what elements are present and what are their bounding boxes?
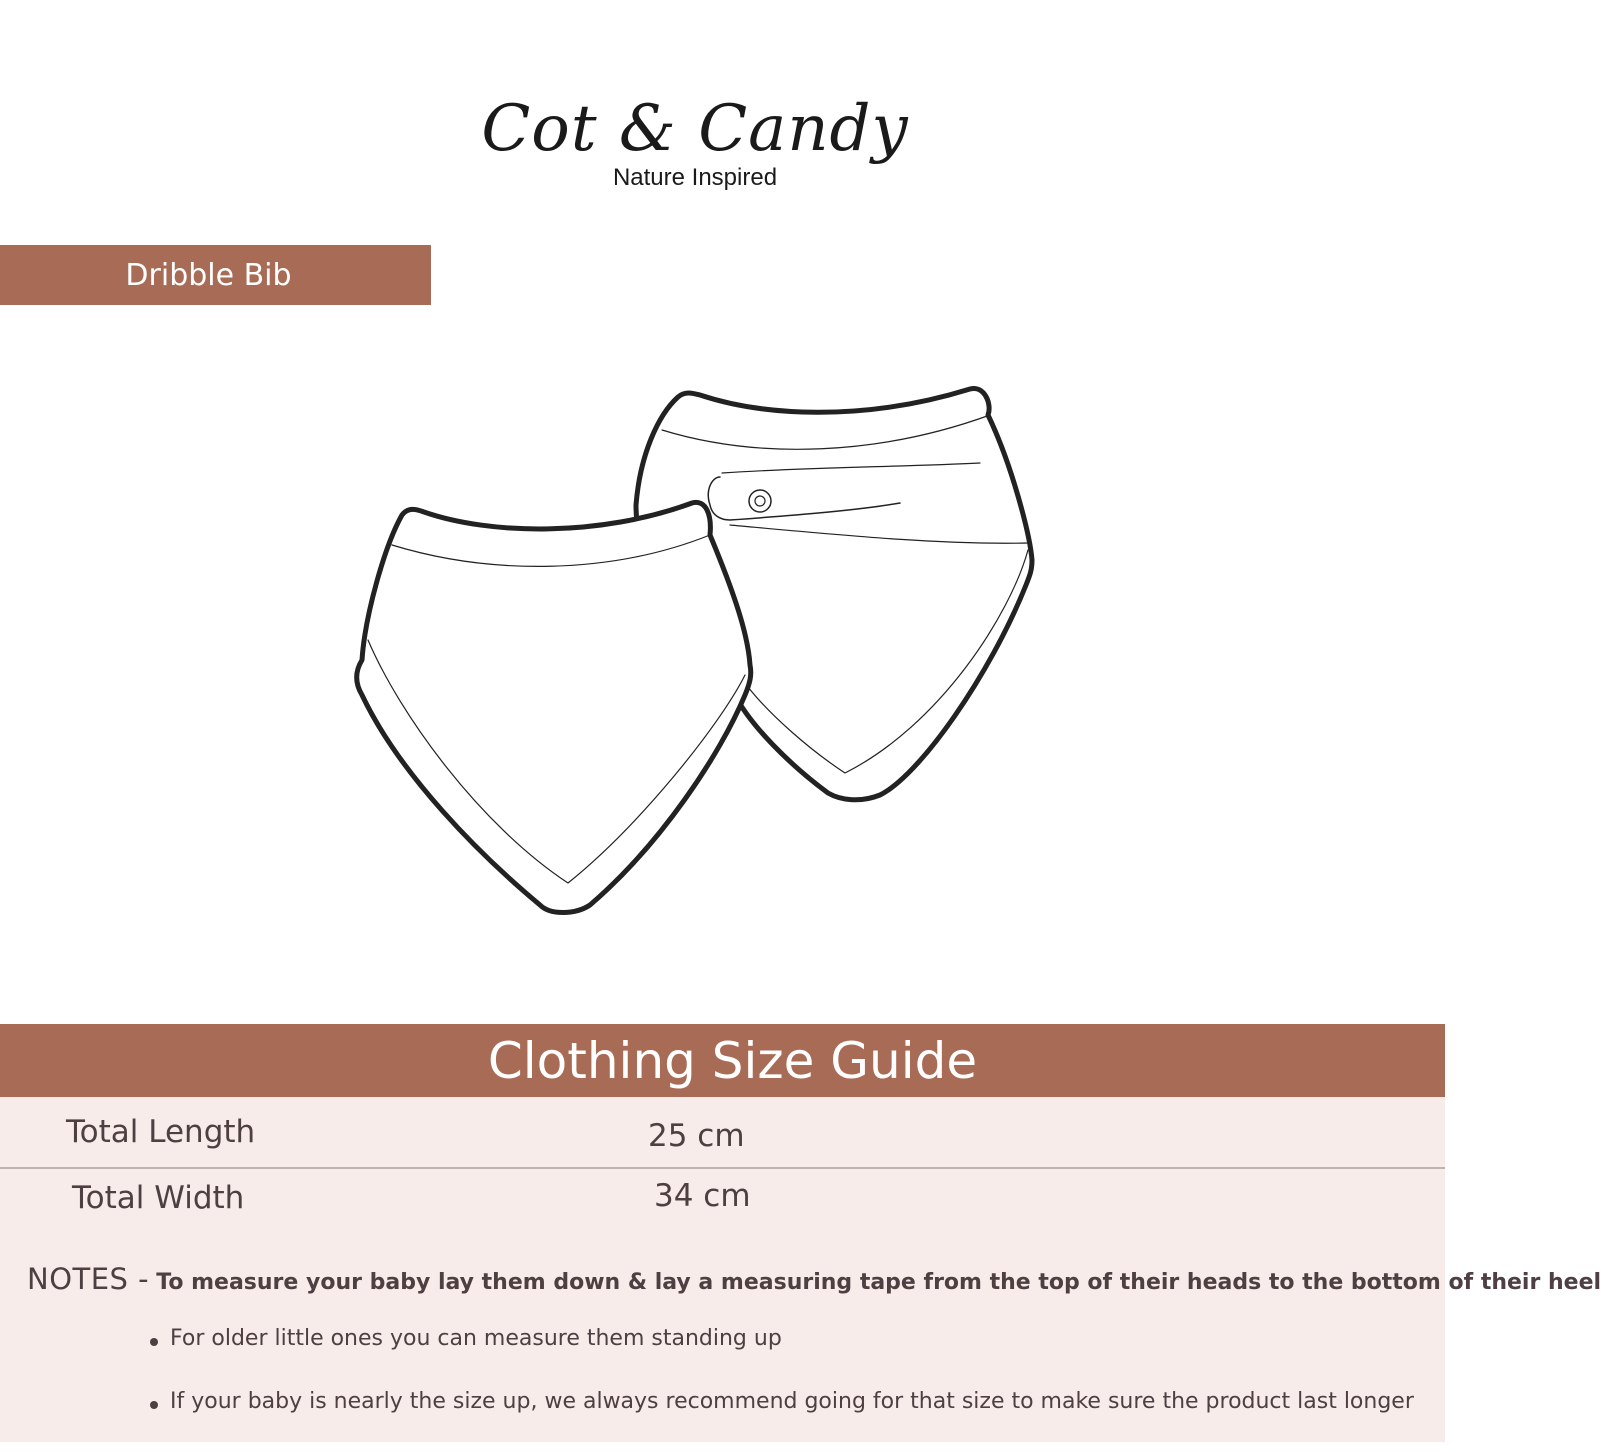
notes-main-text: To measure your baby lay them down & lay a measuring tape from the top of their heads to the bottom of their heel [156,1270,1601,1295]
size-row-value: 25 cm [648,1118,745,1154]
brand-logo [0,92,1390,192]
brand-tagline: Nature Inspired [612,164,778,191]
brand-name: Cot & Candy [481,92,909,166]
bib-illustration [340,375,1050,935]
size-row-label: Total Length [66,1114,256,1150]
size-row-label: Total Width [72,1180,245,1216]
size-row-value: 34 cm [654,1178,751,1214]
front-bib-outline [357,502,751,912]
front-bib [357,502,751,912]
notes [27,1262,1601,1296]
notes-bullet-list [150,1326,1414,1452]
row-divider [0,1167,1445,1169]
snap-button-inner [755,496,765,506]
size-guide-title: Clothing Size Guide [487,1031,978,1090]
size-guide-header [0,1024,1445,1097]
list-item: If your baby is nearly the size up, we always recommend going for that size to make sure the product last longer [150,1389,1414,1452]
notes-label: NOTES - [27,1262,150,1296]
list-item: For older little ones you can measure them standing up [150,1326,1414,1389]
product-name: Dribble Bib [125,257,292,293]
product-name-banner [0,245,431,305]
